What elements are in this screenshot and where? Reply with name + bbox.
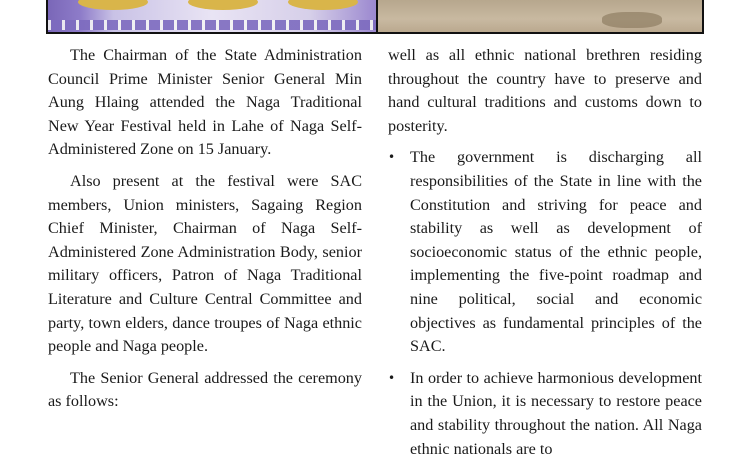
railing xyxy=(48,20,376,30)
photo-right-panel xyxy=(378,0,702,32)
paragraph-2: Also present at the festival were SAC members, Union ministers, Sagaing Region Chief Minister, Chairman of Naga Self-Administered Zone Administration Body, senior military officers, Patron of Naga Traditional Literature and Culture Central Committee and party, town elders, dance troupes of Naga ethnic people and Naga people. xyxy=(48,171,362,356)
bullet-list xyxy=(388,146,702,461)
left-column xyxy=(48,44,362,422)
bullet-icon: • xyxy=(388,370,396,385)
paragraph-3: The Senior General addressed the ceremony as follows: xyxy=(48,368,362,411)
list-item-text: In order to achieve harmonious development in the Union, it is necessary to restore peace and stability throughout the nation. All Naga ethnic nationals are to xyxy=(410,368,702,458)
right-column xyxy=(388,44,702,469)
bullet-icon: • xyxy=(388,150,396,165)
ground-shape xyxy=(602,12,662,28)
list-item xyxy=(388,146,702,358)
paragraph-1: The Chairman of the State Administration Council Prime Minister Senior General Min Aung Hlaing attended the Naga Traditional New Year Festival held in Lahe of Naga Self-Administered Zone on 15 January. xyxy=(48,46,362,159)
list-item-text: The government is discharging all responsibilities of the State in line with the Constitution and striving for peace and stability as well as development of socioeconomic status of the ethnic people, implementing the five-point roadmap and nine political, social and economic objectives as fundamental principles of the SAC. xyxy=(410,148,702,356)
festival-photo xyxy=(46,0,704,34)
photo-left-panel xyxy=(48,0,376,32)
decoration-shape xyxy=(188,0,258,10)
list-item xyxy=(388,367,702,461)
paragraph-continuation: well as all ethnic national brethren residing throughout the country have to preserve and hand cultural traditions and customs down to posterity. xyxy=(388,46,702,135)
decoration-shape xyxy=(78,0,148,10)
decoration-shape xyxy=(288,0,358,10)
